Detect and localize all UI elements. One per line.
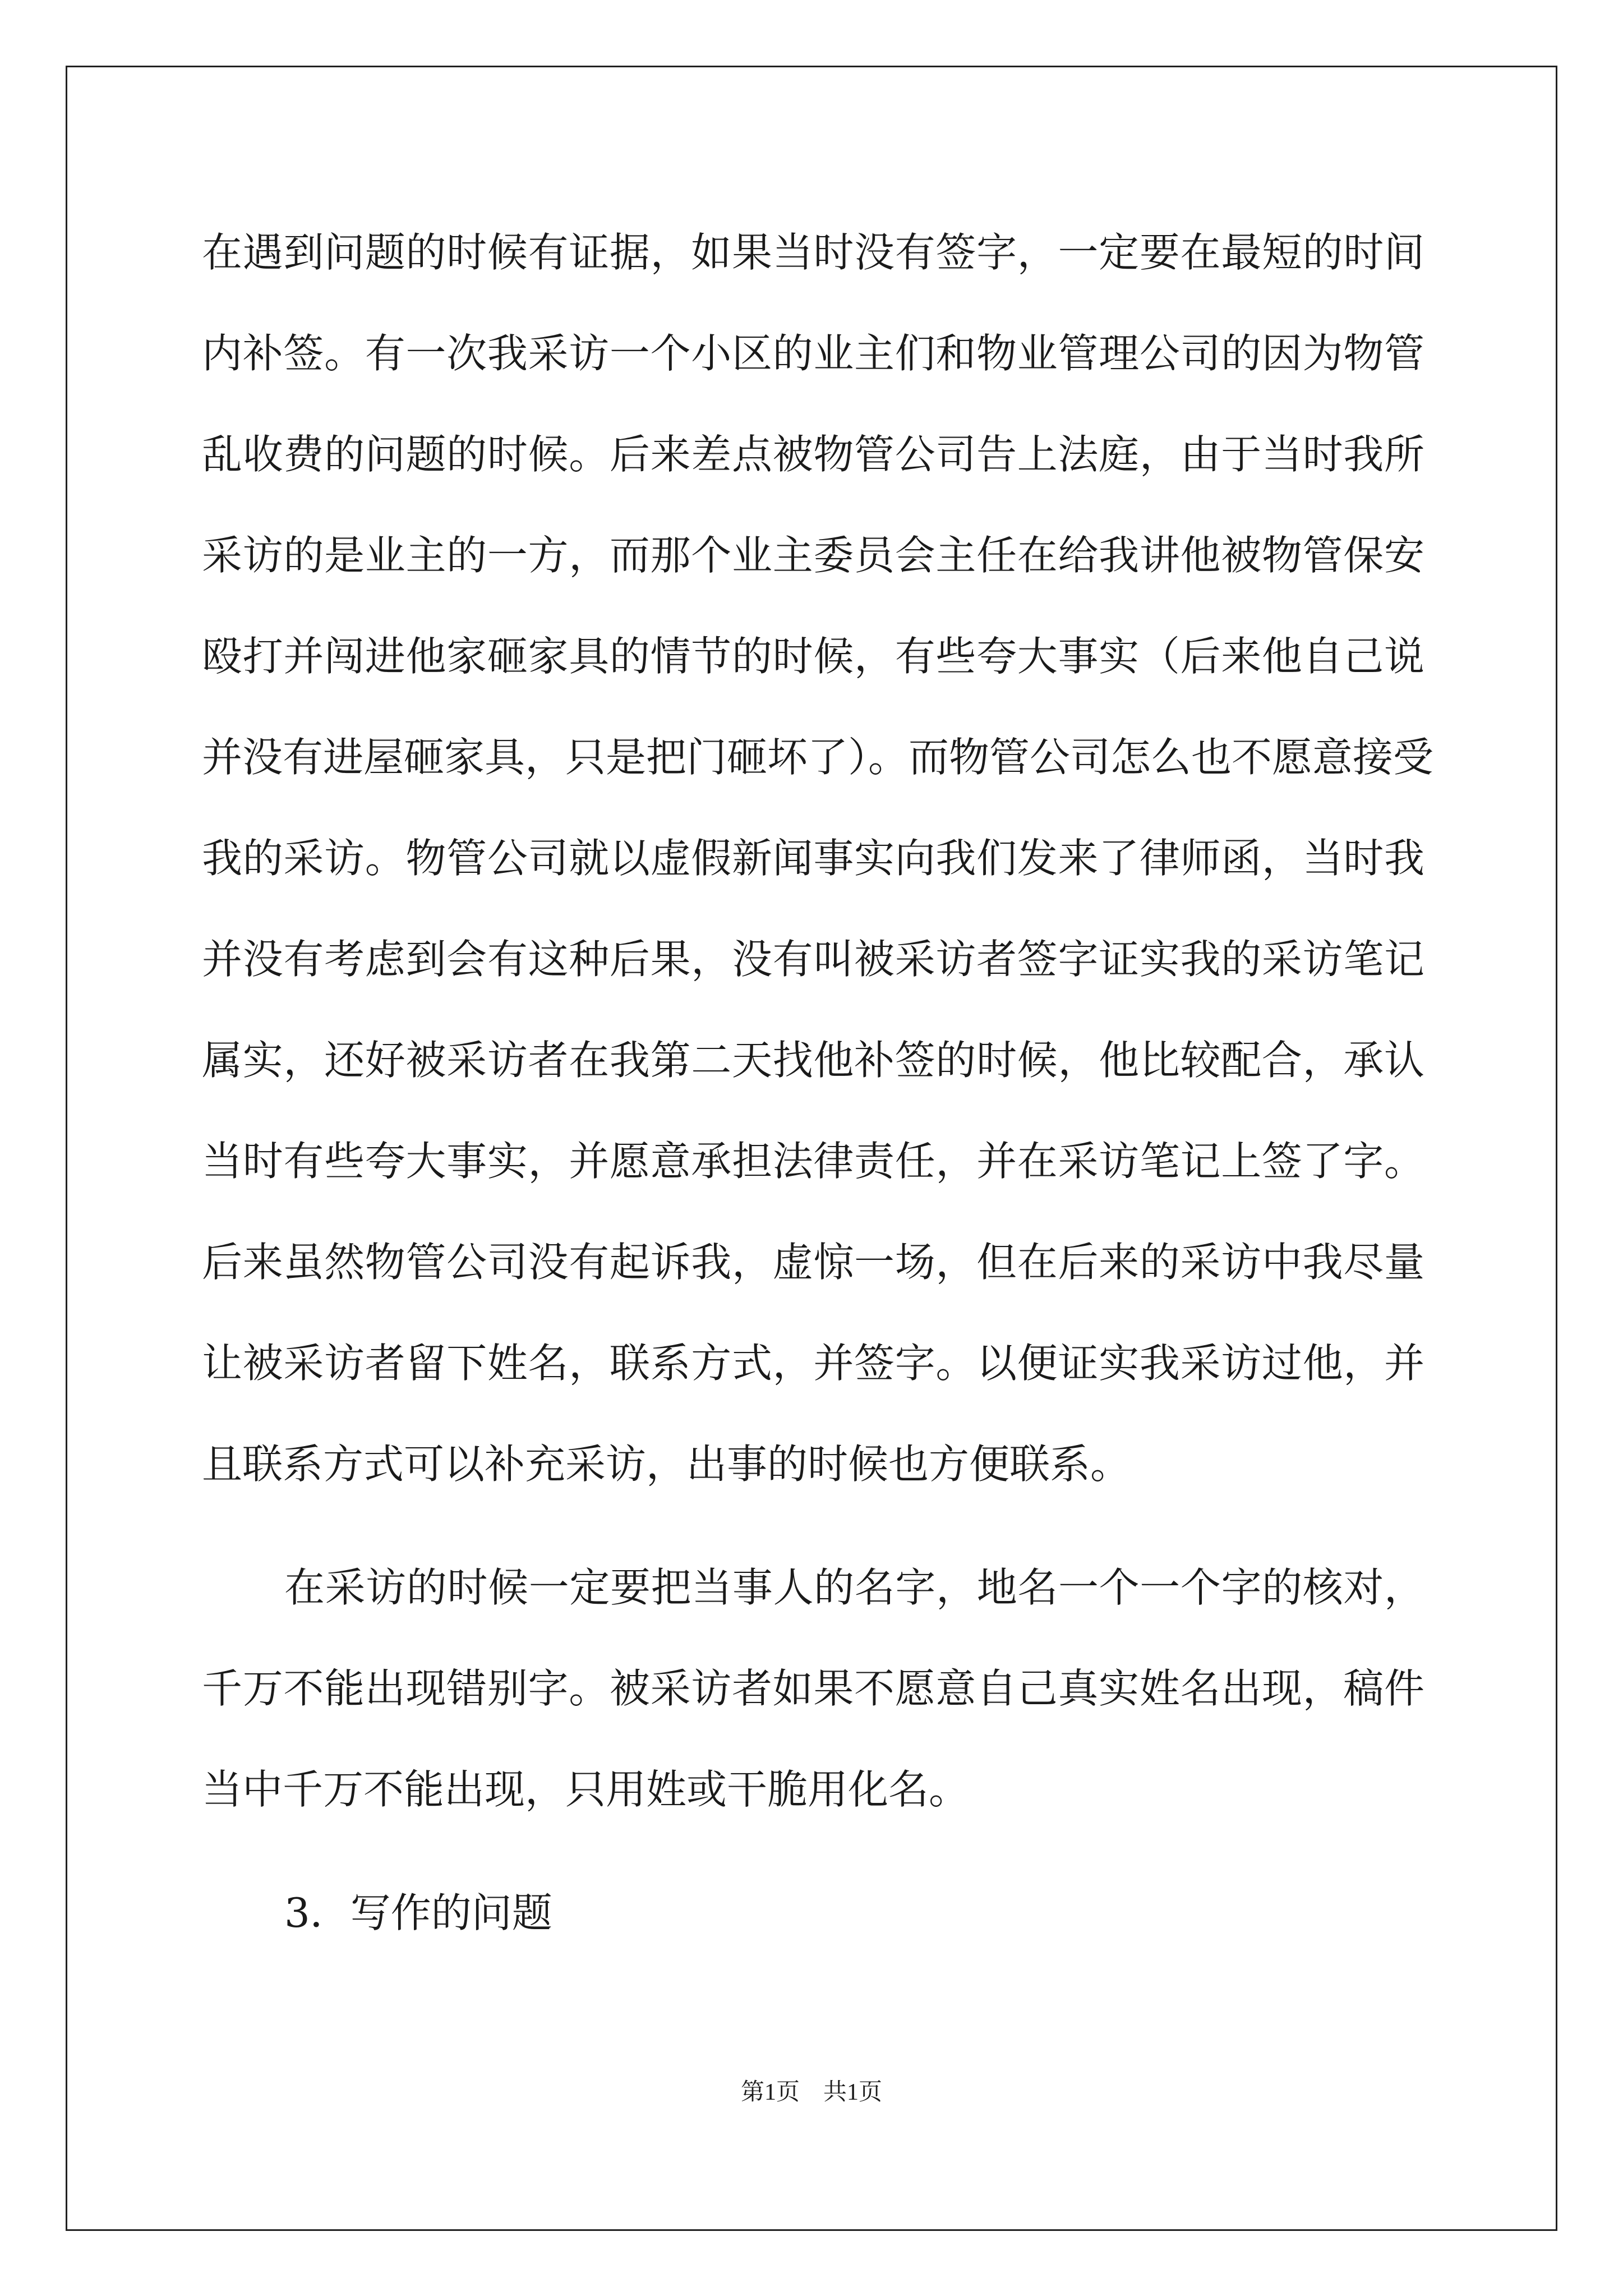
paragraph-1-line-11: 后来虽然物管公司没有起诉我，虚惊一场，但在后来的采访中我尽量 (202, 1239, 1424, 1286)
paragraph-2-line-3: 当中千万不能出现，只用姓或干脆用化名。 (202, 1766, 970, 1813)
paragraph-1-line-5: 殴打并闯进他家砸家具的情节的时候，有些夸大事实（后来他自己说 (202, 633, 1424, 680)
paragraph-1-line-9: 属实，还好被采访者在我第二天找他补签的时候，他比较配合，承认 (202, 1037, 1424, 1084)
paragraph-1-line-1: 在遇到问题的时候有证据，如果当时没有签字，一定要在最短的时间 (202, 229, 1424, 276)
section-heading: 3．写作的问题 (284, 1889, 552, 1936)
paragraph-2-line-2: 千万不能出现错别字。被采访者如果不愿意自己真实姓名出现，稿件 (202, 1665, 1424, 1712)
paragraph-1-line-6: 并没有进屋砸家具，只是把门砸坏了）。而物管公司怎么也不愿意接受 (202, 734, 1434, 781)
paragraph-1-line-4: 采访的是业主的一方，而那个业主委员会主任在给我讲他被物管保安 (202, 532, 1424, 579)
paragraph-1-line-2: 内补签。有一次我采访一个小区的业主们和物业管理公司的因为物管 (202, 330, 1424, 377)
page-footer: 第1页 共1页 (740, 2079, 882, 2105)
paragraph-1-line-3: 乱收费的问题的时候。后来差点被物管公司告上法庭，由于当时我所 (202, 431, 1424, 478)
paragraph-1-line-10: 当时有些夸大事实，并愿意承担法律责任，并在采访笔记上签了字。 (202, 1138, 1424, 1185)
paragraph-1-line-12: 让被采访者留下姓名，联系方式，并签字。以便证实我采访过他，并 (202, 1340, 1424, 1387)
paragraph-1-line-13: 且联系方式可以补充采访，出事的时候也方便联系。 (202, 1441, 1131, 1488)
paragraph-1-line-7: 我的采访。物管公司就以虚假新闻事实向我们发来了律师函，当时我 (202, 835, 1424, 882)
paragraph-2-line-1: 在采访的时候一定要把当事人的名字，地名一个一个字的核对， (284, 1564, 1424, 1611)
paragraph-1-line-8: 并没有考虑到会有这种后果，没有叫被采访者签字证实我的采访笔记 (202, 936, 1424, 983)
